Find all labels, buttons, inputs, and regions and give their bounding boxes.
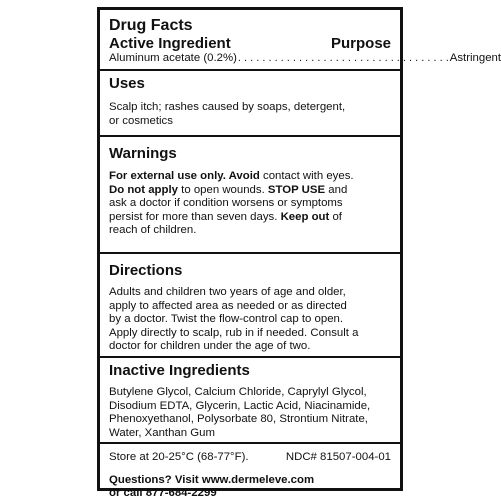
uses-text [109,101,391,128]
questions-text: Questions? Visit www.dermeleve.com [109,473,315,486]
warnings-line-3: ask a doctor if condition worsens or symptoms [109,197,343,210]
ingredient-row [109,52,501,66]
warnings-bold-4: Keep out [280,210,330,223]
footer-section [100,442,400,500]
uses-line-2: or cosmetics [109,114,173,127]
call-text: or call 877-684-2299 [109,487,217,500]
directions-section [100,252,400,358]
warnings-text-5: of [329,210,342,223]
drug-facts-title: Drug Facts [109,17,193,34]
purpose-heading: Purpose [330,35,391,52]
inactive-line-1: Butylene Glycol, Calcium Chloride, Caprylyl Glycol, [109,386,367,398]
warnings-text-3: and [325,183,348,196]
warnings-line-5: reach of children. [109,224,197,237]
inactive-line-3: Phenoxyethanol, Polysorbate 80, Strontium Nitrate, [109,413,368,426]
warnings-text-4: persist for more than seven days. [109,210,281,223]
ingredient-dots: . . . . . . . . . . . . . . . . . . . . . . . . . . . . . . . . . . . [237,52,449,64]
inactive-text [109,386,391,440]
drug-facts-label [97,7,501,500]
warnings-text-1: contact with eyes. [259,170,354,182]
warnings-line-4 [109,211,391,225]
uses-heading: Uses [109,75,145,92]
ndc-number: NDC# 81507-004-01 [285,451,391,463]
drug-facts-header [109,17,501,66]
warnings-bold-3: STOP USE [267,183,326,196]
warnings-bold-2: Do not apply [109,183,178,196]
active-ingredient-row [109,35,391,52]
directions-line-5: doctor for children under the age of two. [109,340,311,353]
warnings-text-2: to open wounds. [177,183,268,196]
directions-line-1: Adults and children two years of age and older, [109,286,346,298]
directions-line-3: by a doctor. Twist the flow-control cap to open. [109,313,344,326]
warnings-heading: Warnings [109,145,177,162]
storage-row [109,451,391,465]
inactive-line-4: Water, Xanthan Gum [109,426,215,439]
warnings-line-2 [109,184,391,198]
warnings-section [100,135,400,254]
warnings-bold-1: For external use only. Avoid [109,170,260,182]
active-ingredient-heading: Active Ingredient [109,35,231,52]
directions-line-4: Apply directly to scalp, rub in if needed. Consult a [109,326,359,339]
inactive-heading: Inactive Ingredients [109,362,250,379]
directions-heading: Directions [109,262,183,279]
inactive-line-2: Disodium EDTA, Glycerin, Lactic Acid, Niacinamide, [109,399,371,412]
uses-section [100,69,400,137]
warnings-line-1 [109,170,391,184]
ingredient-name: Aluminum acetate (0.2%) [109,52,237,64]
directions-text [109,286,391,354]
storage-text: Store at 20-25°C (68-77°F). [109,451,249,463]
uses-line-1: Scalp itch; rashes caused by soaps, detergent, [109,101,346,113]
warnings-text [109,170,391,238]
ingredient-purpose: Astringent [449,52,501,64]
directions-line-2: apply to affected area as needed or as directed [109,299,347,312]
inactive-ingredients-section [100,356,400,444]
